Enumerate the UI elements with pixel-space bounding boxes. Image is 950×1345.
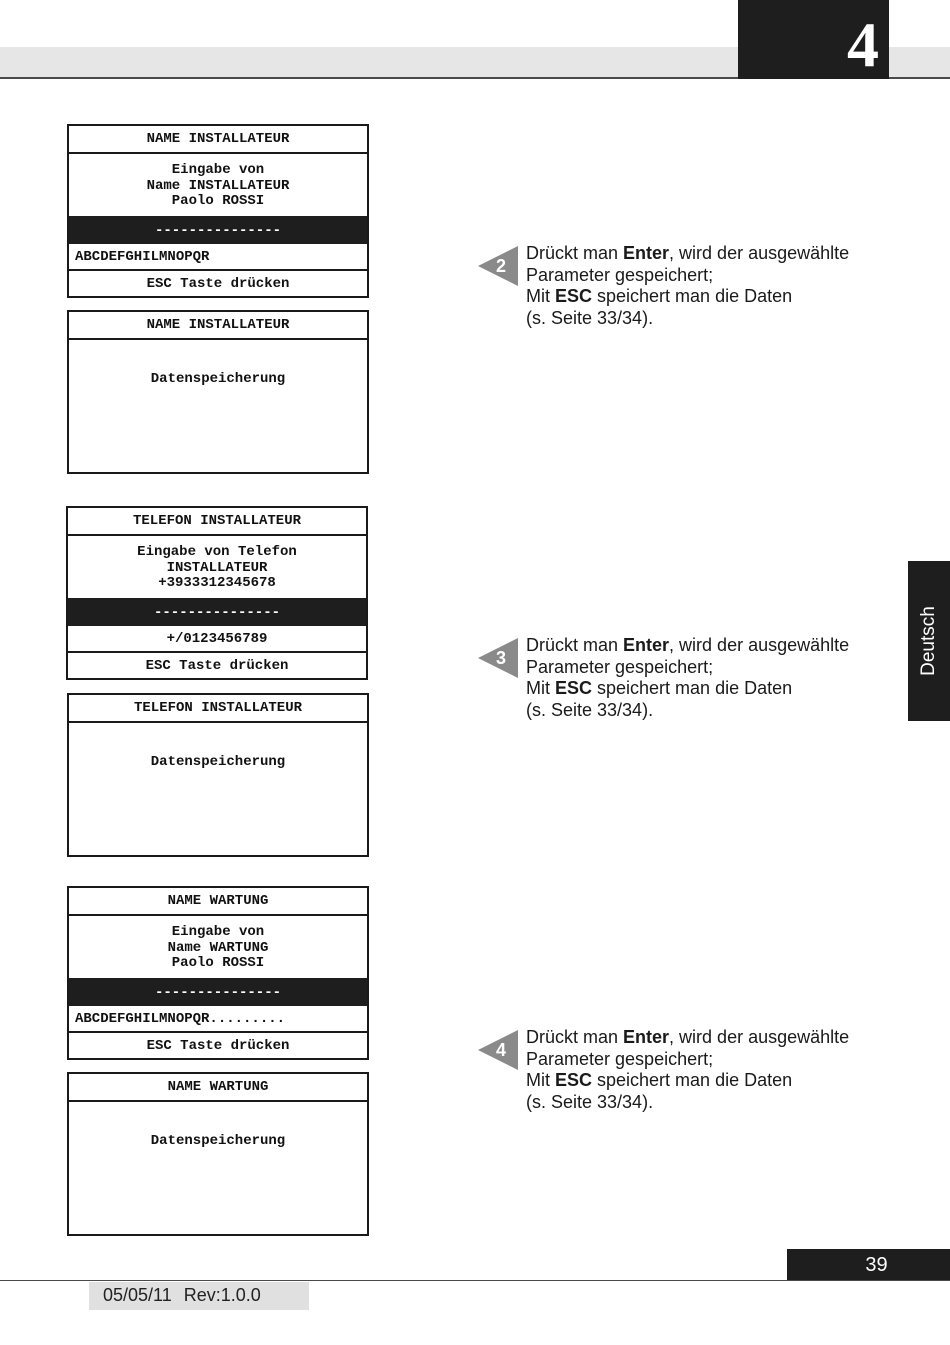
lcd-line: Eingabe von [171,162,265,178]
lcd-title: TELEFON INSTALLATEUR [69,695,367,723]
step-text: Drückt man Enter, wird der ausgewählte Parameter gespeichert; Mit ESC speichert man die Daten (s. Seite 33/34). [526,635,850,720]
lcd-body [69,916,367,978]
step-text: Drückt man Enter, wird der ausgewählte Parameter gespeichert; Mit ESC speichert man die Daten (s. Seite 33/34). [526,243,850,328]
lcd-line: INSTALLATEUR [166,559,268,576]
step-marker [478,246,518,286]
revision-date: 05/05/11 [103,1285,172,1305]
lcd-charset: +/0123456789 [68,626,366,653]
lcd-save-message: Datenspeicherung [150,1133,286,1149]
lcd-line: +3933312345678 [158,575,276,591]
page-number-box [787,1249,950,1281]
lcd-save-screen [67,693,369,857]
lcd-input-highlight: --------------- [68,598,366,626]
step-number: 3 [496,648,507,668]
lcd-footer: ESC Taste drücken [146,1038,290,1054]
step-text: Drückt man Enter, wird der ausgewählte Parameter gespeichert; Mit ESC speichert man die Daten (s. Seite 33/34). [526,1027,850,1112]
lcd-line: Name WARTUNG [167,939,269,956]
lcd-save-message: Datenspeicherung [150,754,286,770]
lcd-save-message: Datenspeicherung [150,371,286,387]
footer-divider [0,1280,950,1281]
language-tab [908,561,950,721]
lcd-title: NAME INSTALLATEUR [69,126,367,154]
lcd-footer: ESC Taste drücken [145,658,289,674]
lcd-line: Name INSTALLATEUR [146,177,290,194]
lcd-line: Eingabe von [171,924,265,940]
step-number: 2 [496,256,507,276]
lcd-entry-screen [67,886,369,1060]
lcd-body [68,536,366,598]
lcd-entry-screen [66,506,368,680]
lcd-title: NAME WARTUNG [69,1074,367,1102]
lcd-title: NAME INSTALLATEUR [69,312,367,340]
lcd-body [69,154,367,216]
lcd-footer: ESC Taste drücken [146,276,290,292]
step-marker [478,1030,518,1070]
lcd-input-highlight: --------------- [69,978,367,1006]
lcd-save-screen [67,1072,369,1236]
lcd-input-highlight: --------------- [69,216,367,244]
lcd-line: Paolo ROSSI [171,955,265,971]
language-tab-label: Deutsch [918,606,939,676]
step-number: 4 [496,1040,507,1060]
lcd-title: NAME WARTUNG [69,888,367,916]
page-number: 39 [865,1254,888,1276]
lcd-title: TELEFON INSTALLATEUR [68,508,366,536]
revision-box [89,1282,309,1310]
lcd-line: Paolo ROSSI [171,193,265,209]
lcd-save-screen [67,310,369,474]
chapter-badge [738,0,889,79]
chapter-number: 4 [847,9,879,80]
step-marker [478,638,518,678]
revision-label: Rev:1.0.0 [183,1285,261,1305]
lcd-line: Eingabe von Telefon [137,544,297,560]
lcd-charset: ABCDEFGHILMNOPQR [69,244,367,271]
lcd-entry-screen [67,124,369,298]
lcd-charset: ABCDEFGHILMNOPQR......... [69,1006,367,1033]
